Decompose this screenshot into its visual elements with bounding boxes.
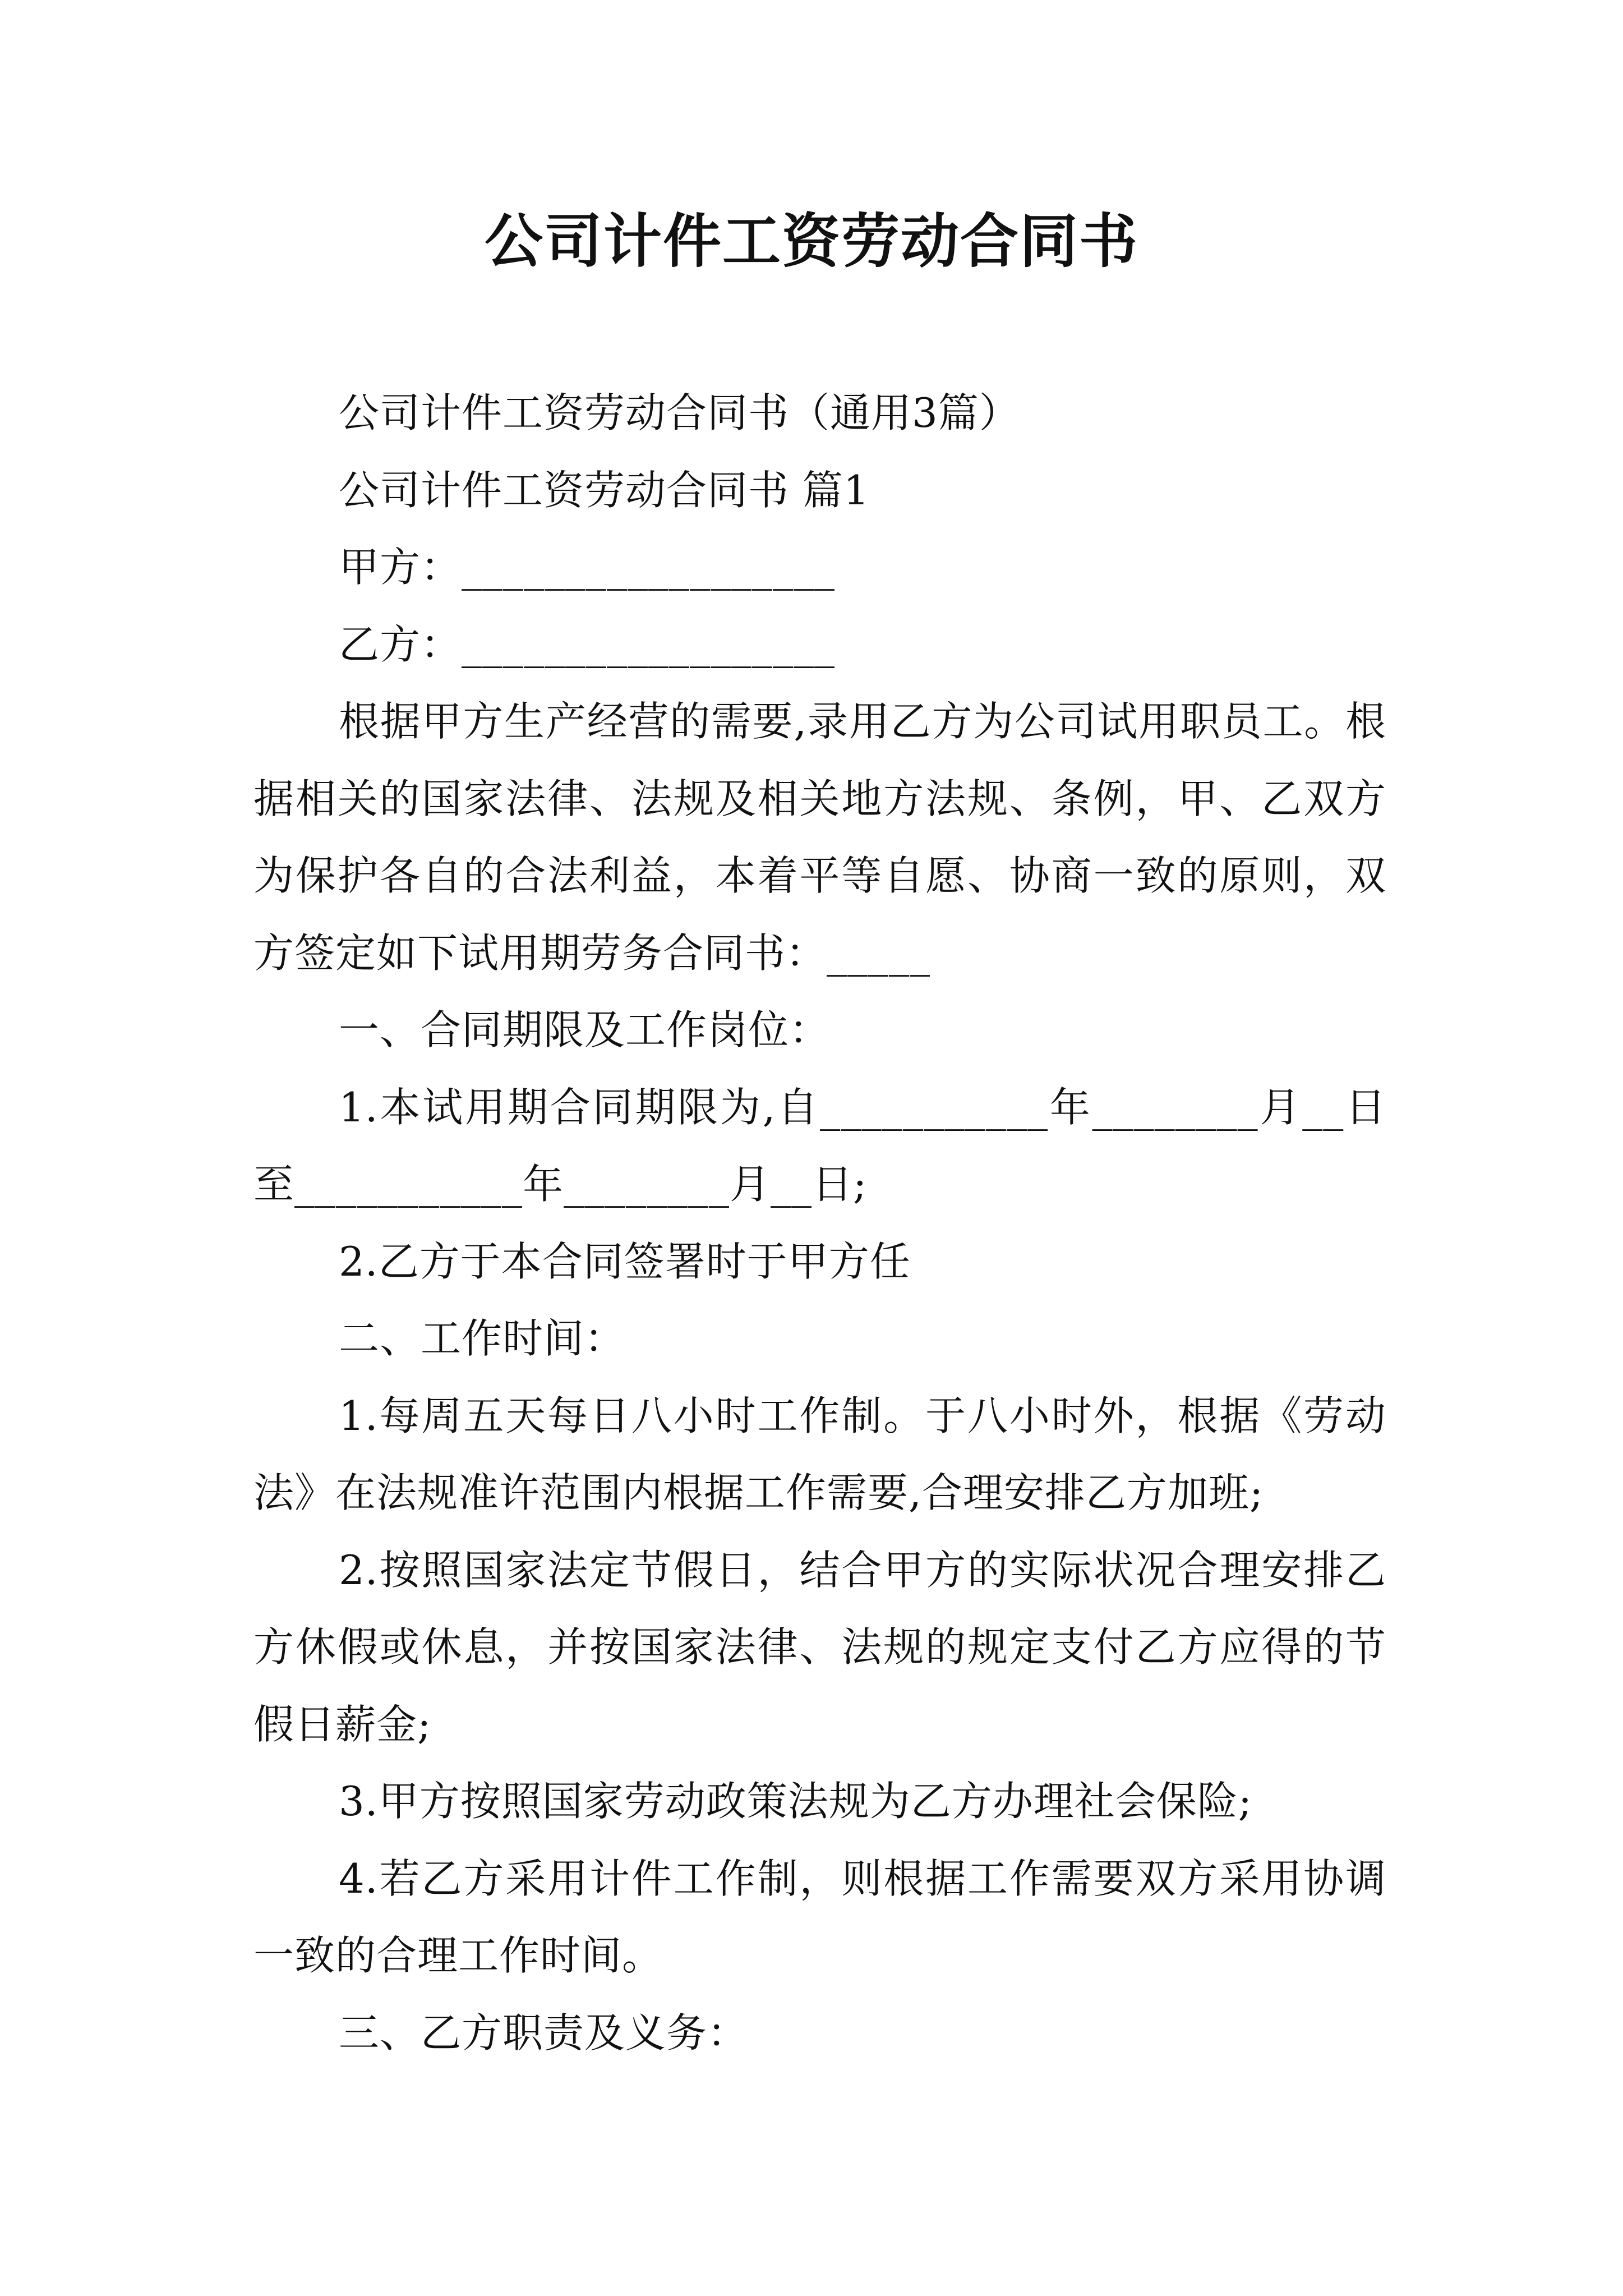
paragraph-party-b: 乙方：__________________ [339,620,836,668]
section-heading-3: 三、乙方职责及义务： [339,2009,749,2056]
paragraph-party-a: 甲方：__________________ [339,544,836,591]
paragraph-subtitle: 公司计件工资劳动合同书（通用3篇） [339,389,1020,436]
section-heading-1: 一、合同期限及工作岗位： [339,1006,831,1053]
clause-1-2: 2.乙方于本合同签署时于甲方任 [339,1237,911,1285]
document-title: 公司计件工资劳动合同书 [484,206,1138,275]
clause-2-3: 3.甲方按照国家劳动政策法规为乙方办理社会保险; [339,1778,1252,1825]
paragraph-chapter-heading: 公司计件工资劳动合同书 篇1 [339,466,870,514]
clause-1-1: 1.本试用期合同期限为,自___________年________月__日至___________年________月__日; [253,1083,1386,1208]
document-body [253,375,1386,2072]
section-heading-2: 二、工作时间： [339,1315,626,1362]
clause-2-1: 1.每周五天每日八小时工作制。于八小时外，根据《劳动法》在法规准许范围内根据工作需要,合理安排乙方加班; [253,1392,1386,1516]
clause-2-4: 4.若乙方采用计件工作制，则根据工作需要双方采用协调一致的合理工作时间。 [253,1855,1386,1979]
clause-2-2: 2.按照国家法定节假日，结合甲方的实际状况合理安排乙方休假或休息，并按国家法律、法规的规定支付乙方应得的节假日薪金; [253,1546,1386,1748]
paragraph-preamble: 根据甲方生产经营的需要,录用乙方为公司试用职员工。根据相关的国家法律、法规及相关地方法规、条例，甲、乙双方为保护各自的合法利益，本着平等自愿、协商一致的原则，双方签定如下试用期劳务合同书：_____ [253,698,1386,977]
